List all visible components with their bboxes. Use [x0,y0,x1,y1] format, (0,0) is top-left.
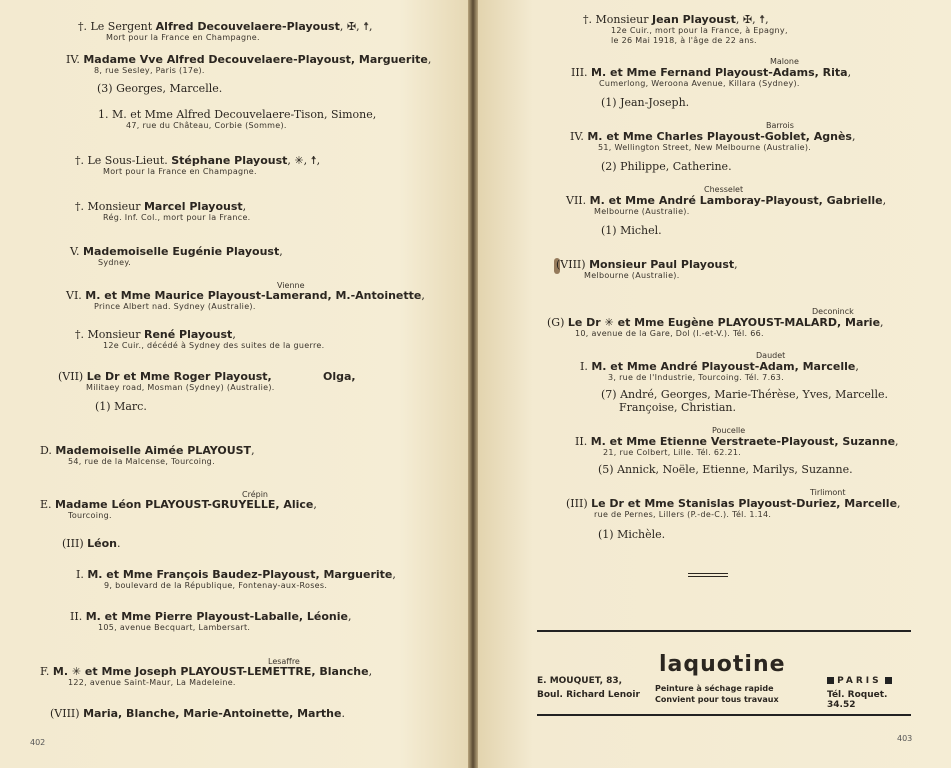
entry-suffix: , [880,316,884,329]
entry-main-line [66,289,425,302]
entry-prefix: V. [70,245,84,258]
entry-name: M. et Mme Fernand Playoust-Adams, Rita [591,66,848,79]
entry-main-line [40,665,372,678]
entry-suffix: , [847,66,852,79]
entry-prefix: F. [40,665,53,678]
maiden-name: Malone [770,57,799,66]
maiden-name: Deconinck [812,307,854,316]
ad-city-label: PARIS [837,676,882,686]
entry-suffix: , [251,444,255,457]
entry-address: 8, rue Sesley, Paris (17e). [94,66,205,75]
entry-address: 12e Cuir., décédé à Sydney des suites de la guerre. [103,341,325,350]
entry-prefix: †. Monsieur [75,328,144,341]
entry-prefix: †. Le Sergent [78,20,156,33]
entry-address: 21, rue Colbert, Lille. Tél. 62.21. [603,448,742,457]
entry-prefix: (1) Jean-Joseph. [601,96,690,109]
entry-main-line [601,160,732,173]
maiden-name: Lesaffre [268,657,300,666]
entry-main-line [571,66,851,79]
entry-prefix: D. [40,444,56,457]
maiden-name: Tirlimont [810,488,846,497]
entry-address: 9, boulevard de la République, Fontenay-aux-Roses. [104,581,328,590]
genealogy-entry [58,370,275,393]
entry-prefix: (VIII) [50,707,84,720]
maiden-name: Poucelle [712,426,746,435]
divider-rule [688,573,728,574]
genealogy-entry [598,463,853,476]
entry-main-line [598,528,665,541]
entry-suffix: , [851,130,856,143]
entry-prefix: (1) Michel. [601,224,662,237]
entry-suffix: , [368,665,373,678]
entry-name: Maria, Blanche, Marie-Antoinette, Marthe [83,707,342,720]
genealogy-entry [580,360,859,383]
entry-prefix: (1) Michèle. [598,528,666,541]
entry-name: Jean Playoust [651,13,736,26]
entry-main-line [601,224,662,237]
entry-main-line [40,444,255,457]
entry-main-line [75,200,251,213]
entry-prefix: IV. [570,130,588,143]
genealogy-entry [40,444,255,467]
genealogy-entry [601,96,689,109]
entry-prefix: (III) [62,537,88,550]
entry-address: Tourcoing. [68,511,112,520]
genealogy-entry [583,13,788,46]
entry-main-line [97,82,222,95]
entry-prefix: †. Monsieur [583,13,652,26]
entry-name: Alfred Decouvelaere-Playoust [155,20,340,33]
entry-name: Mademoiselle Aimée PLAYOUST [55,444,252,457]
ad-brand: laquotine [659,652,786,677]
entry-main-line [547,316,884,329]
genealogy-entry [95,400,147,413]
entry-spouse-name: Olga, [323,370,356,383]
entry-prefix: VI. [66,289,86,302]
genealogy-entry [40,665,372,688]
entry-name: M. et Mme André Playoust-Adam, Marcelle [591,360,856,373]
maiden-name: Barrois [766,121,794,130]
entry-main-line [50,707,345,720]
entry-main-line [601,388,888,401]
genealogy-entry [601,160,732,173]
ad-tagline-1: Peinture à séchage rapide [655,684,774,693]
genealogy-entry [76,568,396,591]
entry-name: M. et Mme Maurice Playoust-Lamerand, M.-Antoinette [85,289,422,302]
entry-name: M. et Mme Pierre Playoust-Laballe, Léonie [85,610,348,623]
entry-suffix: , [897,497,901,510]
entry-name: Le Dr et Mme Roger Playoust, [86,370,272,383]
book-gutter [468,0,478,768]
entry-suffix: . [116,537,121,550]
entry-prefix: (VIII) [556,258,590,271]
entry-name: Léon [87,537,117,550]
genealogy-entry [98,108,376,131]
entry-name: Monsieur Paul Playoust [589,258,735,271]
entry-suffix: , [392,568,396,581]
entry-address: 54, rue de la Malcense, Tourcoing. [68,457,215,466]
entry-address: Melbourne (Australie). [594,207,690,216]
entry-main-line [66,53,431,66]
entry-name: René Playoust [143,328,233,341]
genealogy-entry [75,200,251,223]
entry-suffix: , [855,360,859,373]
genealogy-entry [66,289,425,312]
entry-main-line [70,245,283,258]
entry-address: Prince Albert nad. Sydney (Australie). [94,302,256,311]
genealogy-entry [556,258,738,281]
entry-suffix: . [341,707,345,720]
entry-prefix: (1) Marc. [95,400,147,413]
entry-main-line [40,498,317,511]
entry-suffix: , ✠, ☨, [339,20,373,33]
ad-phone: Tél. Roquet. 34.52 [827,690,888,710]
maiden-name: Chesselet [704,185,744,194]
entry-name: Madame Vve Alfred Decouvelaere-Playoust, Marguerite [83,53,428,66]
entry-main-line [98,108,376,121]
entry-address: 12e Cuir., mort pour la France, à Epagny, [611,26,788,35]
square-icon [885,677,892,684]
entry-suffix: , [313,498,317,511]
maiden-name: Vienne [277,281,305,290]
entry-suffix: , [279,245,283,258]
entry-name: Marcel Playoust [143,200,243,213]
entry-main-line [580,360,859,373]
entry-prefix: (2) Philippe, Catherine. [601,160,732,173]
genealogy-entry [70,610,352,633]
entry-address: Melbourne (Australie). [584,271,680,280]
entry-address: Rég. Inf. Col., mort pour la France. [103,213,251,222]
entry-main-line [76,568,396,581]
entry-suffix: , ✳, ☨, [287,154,321,167]
entry-prefix: IV. [66,53,84,66]
entry-address: Mort pour la France en Champagne. [103,167,257,176]
genealogy-entry [50,707,345,720]
entry-name: Mademoiselle Eugénie Playoust [83,245,280,258]
genealogy-entry [70,245,283,268]
page-number-right: 403 [897,734,913,743]
entry-address: le 26 Mai 1918, à l'âge de 22 ans. [611,36,757,45]
entry-address: Cumerlong, Weroona Avenue, Killara (Sydney). [599,79,800,88]
entry-main-line [556,258,738,271]
ad-tagline-2: Convient pour tous travaux [655,695,779,704]
entry-suffix: , [734,258,738,271]
entry-prefix: (VII) [58,370,87,383]
entry-main-line [95,400,147,413]
entry-main-line [566,194,886,207]
entry-address: 3, rue de l'Industrie, Tourcoing. Tél. 7.63. [608,373,785,382]
entry-prefix: II. [575,435,591,448]
entry-continuation: Françoise, Christian. [619,401,736,414]
genealogy-entry [62,537,120,550]
entry-name: Stéphane Playoust [171,154,288,167]
maiden-name: Daudet [756,351,786,360]
entry-suffix: , [427,53,432,66]
ad-address-line-2: Boul. Richard Lenoir [537,690,640,700]
entry-suffix: , [421,289,425,302]
entry-suffix: , [348,610,352,623]
entry-name: M. et Mme Charles Playoust-Goblet, Agnès [587,130,852,143]
genealogy-entry [547,316,884,339]
entry-prefix: (5) Annick, Noële, Etienne, Marilys, Suzanne. [598,463,853,476]
genealogy-entry [75,328,324,351]
entry-address: 51, Wellington Street, New Melbourne (Australie). [598,143,812,152]
entry-suffix: , [232,328,236,341]
genealogy-entry [601,388,888,414]
entry-address: Sydney. [98,258,132,267]
entry-prefix: †. Monsieur [75,200,144,213]
entry-suffix: , ✠, ☨, [735,13,769,26]
ad-city [827,676,892,686]
genealogy-entry [570,130,855,153]
entry-prefix: I. [580,360,592,373]
entry-prefix: VII. [566,194,590,207]
entry-prefix: (III) [566,497,592,510]
entry-main-line [575,435,899,448]
entry-main-line [58,370,275,383]
genealogy-entry [75,154,320,177]
maiden-name: Crépin [242,490,268,499]
genealogy-entry [566,194,886,217]
square-icon [827,677,834,684]
genealogy-entry [97,82,222,95]
entry-prefix: 1. M. et Mme Alfred Decouvelaere-Tison, Simone, [98,108,377,121]
entry-address: 122, avenue Saint-Maur, La Madeleine. [68,678,236,687]
entry-main-line [601,96,689,109]
entry-name: M. ✳ et Mme Joseph PLAYOUST-LEMETTRE, Blanche [52,665,369,678]
genealogy-entry [566,497,901,520]
entry-prefix: II. [70,610,86,623]
entry-main-line [566,497,901,510]
entry-prefix: I. [76,568,88,581]
entry-main-line [70,610,352,623]
advertisement [537,630,911,716]
entry-name: Madame Léon PLAYOUST-GRUYELLE, Alice [55,498,314,511]
genealogy-entry [40,498,317,521]
genealogy-entry [571,66,851,89]
entry-main-line [583,13,788,26]
entry-prefix: †. Le Sous-Lieut. [75,154,172,167]
entry-address: Militaey road, Mosman (Sydney) (Australie). [86,383,275,392]
genealogy-entry [601,224,662,237]
entry-main-line [75,328,324,341]
entry-address: Mort pour la France en Champagne. [106,33,260,42]
entry-address: rue de Pernes, Lillers (P.-de-C.). Tél. 1.14. [594,510,772,519]
entry-main-line [62,537,120,550]
entry-main-line [598,463,853,476]
entry-main-line [75,154,320,167]
entry-main-line [78,20,373,33]
entry-name: Le Dr ✳ et Mme Eugène PLAYOUST-MALARD, Marie [567,316,881,329]
genealogy-entry [575,435,899,458]
entry-suffix: , [242,200,247,213]
entry-name: M. et Mme François Baudez-Playoust, Marguerite [87,568,393,581]
entry-address: 105, avenue Becquart, Lambersart. [98,623,251,632]
entry-prefix: (7) André, Georges, Marie-Thérèse, Yves, Marcelle. [601,388,888,401]
entry-address: 47, rue du Château, Corbie (Somme). [126,121,287,130]
genealogy-entry [66,53,431,76]
entry-prefix: (G) [547,316,568,329]
entry-name: M. et Mme Etienne Verstraete-Playoust, Suzanne [590,435,896,448]
divider-rule [688,576,728,577]
entry-prefix: III. [571,66,592,79]
entry-name: Le Dr et Mme Stanislas Playoust-Duriez, Marcelle [591,497,898,510]
page-number-left: 402 [30,738,46,747]
entry-main-line [570,130,855,143]
entry-suffix: , [882,194,887,207]
genealogy-entry [598,528,665,541]
genealogy-entry [78,20,373,43]
entry-address: 10, avenue de la Gare, Dol (I.-et-V.). Tél. 66. [575,329,764,338]
entry-suffix: , [895,435,899,448]
ad-address-line-1: E. MOUQUET, 83, [537,676,623,686]
entry-name: M. et Mme André Lamboray-Playoust, Gabrielle [589,194,883,207]
entry-prefix: E. [40,498,56,511]
entry-prefix: (3) Georges, Marcelle. [97,82,223,95]
